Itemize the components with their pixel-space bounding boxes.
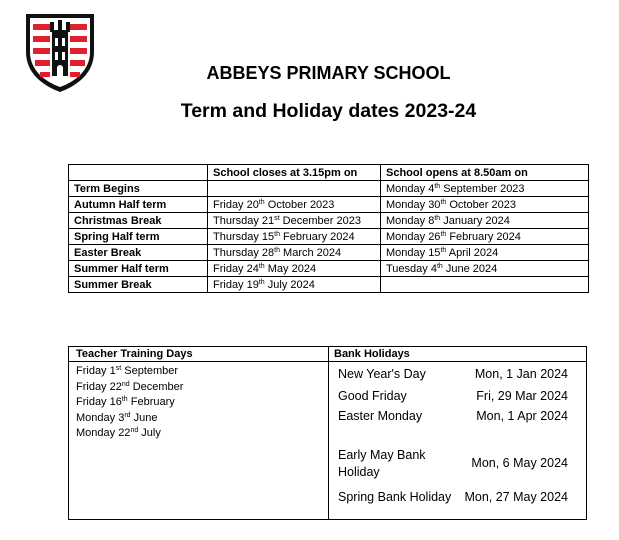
table-header-row xyxy=(69,165,589,181)
open-date-cell: Monday 26th February 2024 xyxy=(381,229,589,245)
header-cell-closes: School closes at 3.15pm on xyxy=(208,165,381,181)
header-cell-opens: School opens at 8.50am on xyxy=(381,165,589,181)
bank-holiday-row xyxy=(338,388,568,405)
term-name-cell: Christmas Break xyxy=(69,213,208,229)
table-row xyxy=(69,197,589,213)
bank-holiday-row xyxy=(338,408,568,425)
bank-holiday-name: Good Friday xyxy=(338,389,407,403)
bank-holiday-date: Mon, 6 May 2024 xyxy=(471,456,568,470)
term-name-cell: Easter Break xyxy=(69,245,208,261)
bank-holiday-date: Mon, 27 May 2024 xyxy=(464,490,568,504)
close-date-cell: Friday 20th October 2023 xyxy=(208,197,381,213)
term-name-cell: Term Begins xyxy=(69,181,208,197)
training-bank-holidays-box xyxy=(68,346,587,520)
bank-holiday-name: New Year's Day xyxy=(338,367,426,381)
bank-holiday-date: Fri, 29 Mar 2024 xyxy=(476,389,568,403)
bank-holiday-name: Easter Monday xyxy=(338,409,423,423)
term-name-cell: Spring Half term xyxy=(69,229,208,245)
open-date-cell: Monday 8th January 2024 xyxy=(381,213,589,229)
training-days-heading: Teacher Training Days xyxy=(76,348,193,360)
close-date-cell xyxy=(208,181,381,197)
table-row xyxy=(69,181,589,197)
close-date-cell: Thursday 28th March 2024 xyxy=(208,245,381,261)
page-title: Term and Holiday dates 2023-24 xyxy=(180,100,477,122)
bank-holidays-heading: Bank Holidays xyxy=(334,348,410,360)
open-date-cell: Monday 4th September 2023 xyxy=(381,181,589,197)
bank-holiday-row xyxy=(338,447,568,481)
term-name-cell: Summer Break xyxy=(69,277,208,293)
table-row xyxy=(69,277,589,293)
table-row xyxy=(69,229,589,245)
close-date-cell: Thursday 21st December 2023 xyxy=(208,213,381,229)
open-date-cell: Tuesday 4th June 2024 xyxy=(381,261,589,277)
open-date-cell xyxy=(381,277,589,293)
training-days-list xyxy=(76,364,183,442)
term-dates-table xyxy=(68,164,589,293)
close-date-cell: Friday 19th July 2024 xyxy=(208,277,381,293)
table-row xyxy=(69,261,589,277)
bank-holiday-name: Spring Bank Holiday xyxy=(338,490,452,504)
bank-holiday-row xyxy=(338,489,568,506)
bank-holiday-date: Mon, 1 Jan 2024 xyxy=(474,367,568,381)
close-date-cell: Thursday 15th February 2024 xyxy=(208,229,381,245)
close-date-cell: Friday 24th May 2024 xyxy=(208,261,381,277)
bank-holiday-name: Early May Bank Holiday xyxy=(338,448,426,479)
bank-holiday-date: Mon, 1 Apr 2024 xyxy=(476,409,568,423)
training-day-item: Friday 22nd December xyxy=(76,380,184,393)
training-day-item: Friday 1st September xyxy=(76,365,179,377)
open-date-cell: Monday 30th October 2023 xyxy=(381,197,589,213)
header-divider xyxy=(69,361,586,362)
column-divider xyxy=(328,347,329,519)
table-row xyxy=(69,245,589,261)
training-day-item: Friday 16th February xyxy=(76,396,175,409)
school-name: ABBEYS PRIMARY SCHOOL xyxy=(206,63,451,83)
term-name-cell: Autumn Half term xyxy=(69,197,208,213)
term-name-cell: Summer Half term xyxy=(69,261,208,277)
bank-holiday-row xyxy=(338,366,568,383)
training-day-item: Monday 22nd July xyxy=(76,427,161,440)
table-row xyxy=(69,213,589,229)
training-day-item: Monday 3rd June xyxy=(76,411,158,424)
open-date-cell: Monday 15th April 2024 xyxy=(381,245,589,261)
header-cell-blank xyxy=(69,165,208,181)
